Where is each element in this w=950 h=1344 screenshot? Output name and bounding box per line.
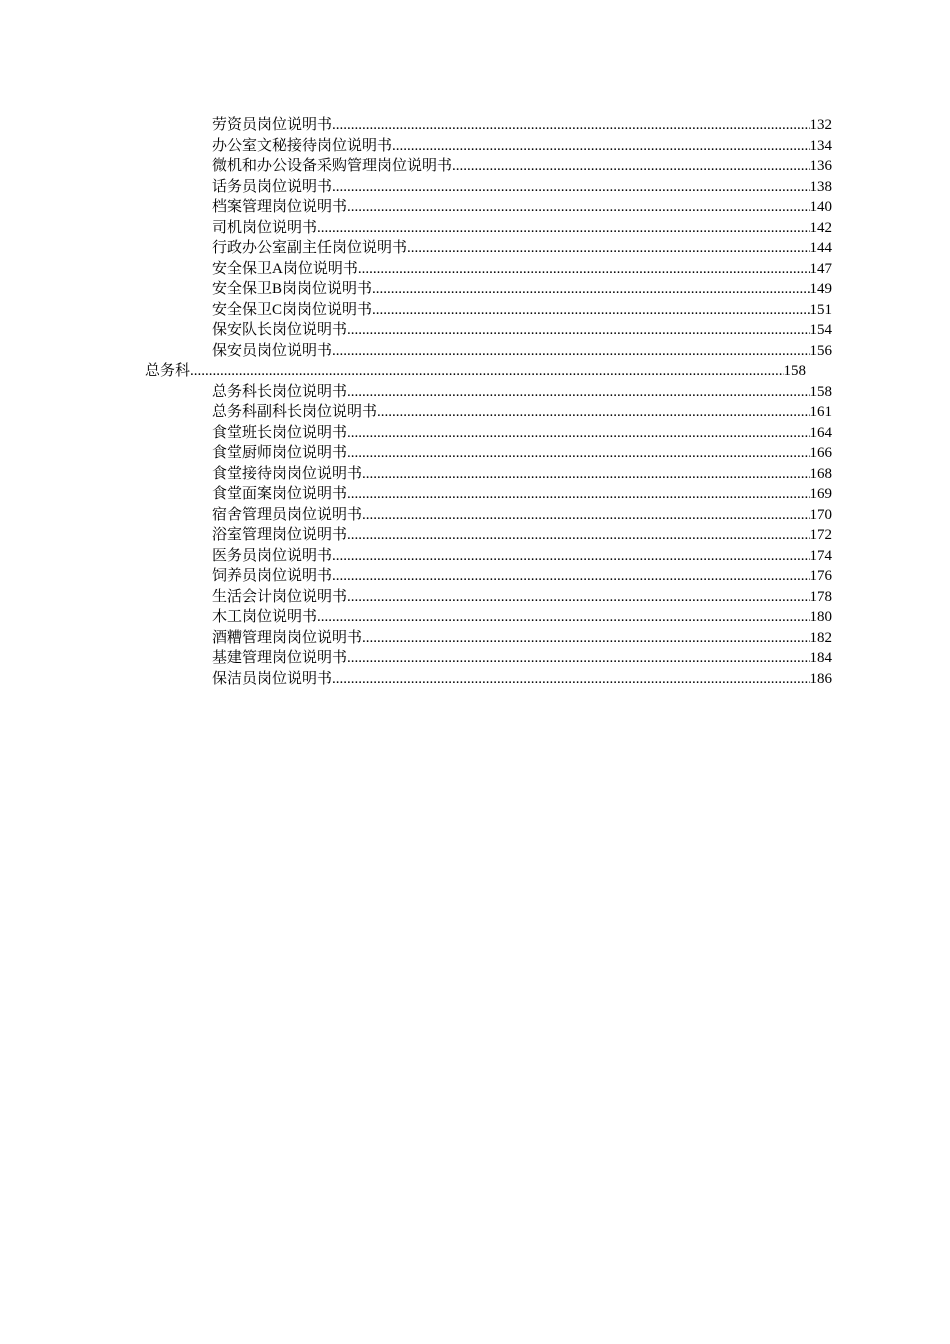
toc-entry-page-number: 151 bbox=[809, 301, 832, 318]
toc-entry-page-number: 140 bbox=[809, 199, 832, 215]
toc-entry-page-number: 158 bbox=[809, 383, 832, 400]
toc-entry-title: 食堂面案岗位说明书 bbox=[212, 486, 348, 502]
toc-entry-title: 办公室文秘接待岗位说明书 bbox=[212, 137, 393, 154]
toc-entry-page-number: 164 bbox=[809, 424, 832, 441]
toc-dot-leader bbox=[358, 259, 810, 280]
toc-entry[interactable] bbox=[212, 300, 832, 321]
toc-entry-page-number: 186 bbox=[809, 670, 832, 687]
toc-entry-page-number: 142 bbox=[809, 219, 832, 236]
toc-entry[interactable] bbox=[212, 587, 832, 608]
toc-entry-title: 司机岗位说明书 bbox=[212, 219, 318, 236]
toc-entry-title: 总务科 bbox=[145, 363, 191, 379]
toc-dot-leader bbox=[332, 669, 809, 690]
toc-entry-title: 行政办公室副主任岗位说明书 bbox=[212, 240, 408, 256]
toc-dot-leader bbox=[317, 607, 809, 628]
toc-entry[interactable] bbox=[212, 402, 832, 423]
toc-dot-leader bbox=[347, 443, 809, 464]
toc-entry-title: 宿舍管理员岗位说明书 bbox=[212, 506, 363, 523]
toc-entry-page-number: 169 bbox=[809, 486, 832, 502]
toc-entry-page-number: 149 bbox=[809, 281, 832, 297]
toc-dot-leader bbox=[347, 525, 809, 546]
toc-dot-leader bbox=[317, 218, 809, 239]
toc-entry-title: 档案管理岗位说明书 bbox=[212, 199, 348, 215]
toc-dot-leader bbox=[362, 628, 809, 649]
toc-entry[interactable] bbox=[212, 443, 832, 464]
toc-entry-page-number: 144 bbox=[809, 240, 832, 256]
toc-entry-page-number: 158 bbox=[783, 363, 806, 379]
toc-entry[interactable] bbox=[212, 382, 832, 403]
toc-dot-leader bbox=[452, 156, 809, 177]
toc-dot-leader bbox=[332, 546, 809, 567]
toc-entry[interactable] bbox=[212, 320, 832, 341]
toc-dot-leader bbox=[392, 136, 809, 157]
toc-dot-leader bbox=[372, 300, 809, 321]
toc-dot-leader bbox=[372, 279, 809, 300]
toc-entry[interactable] bbox=[212, 136, 832, 157]
toc-dot-leader bbox=[362, 505, 809, 526]
toc-entry[interactable] bbox=[212, 484, 832, 505]
toc-entry-title: 劳资员岗位说明书 bbox=[212, 117, 333, 133]
toc-entry-title: 基建管理岗位说明书 bbox=[212, 650, 348, 666]
toc-entry[interactable] bbox=[212, 669, 832, 690]
toc-entry-title: 木工岗位说明书 bbox=[212, 609, 318, 625]
toc-entry-title: 安全保卫A岗位说明书 bbox=[212, 260, 358, 277]
toc-entry-page-number: 180 bbox=[809, 609, 832, 625]
toc-entry[interactable] bbox=[212, 423, 832, 444]
toc-entry-page-number: 154 bbox=[809, 322, 832, 338]
toc-entry-title: 微机和办公设备采购管理岗位说明书 bbox=[212, 158, 453, 174]
toc-dot-leader bbox=[332, 177, 809, 198]
toc-dot-leader bbox=[332, 566, 809, 587]
toc-entry[interactable] bbox=[212, 177, 832, 198]
toc-entry[interactable] bbox=[212, 341, 832, 362]
toc-entry-title: 保安队长岗位说明书 bbox=[212, 322, 348, 338]
toc-entry-page-number: 168 bbox=[809, 465, 832, 482]
toc-entry[interactable] bbox=[212, 259, 832, 280]
toc-dot-leader bbox=[332, 115, 809, 136]
toc-entry-title: 安全保卫C岗岗位说明书 bbox=[212, 301, 373, 318]
toc-entry-title: 食堂接待岗岗位说明书 bbox=[212, 465, 363, 482]
toc-entry-title: 保洁员岗位说明书 bbox=[212, 670, 333, 687]
toc-dot-leader bbox=[332, 341, 809, 362]
toc-dot-leader bbox=[377, 402, 809, 423]
toc-entry-page-number: 156 bbox=[809, 342, 832, 359]
toc-entry-page-number: 147 bbox=[809, 260, 832, 277]
toc-entry-title: 总务科长岗位说明书 bbox=[212, 383, 348, 400]
toc-entry-title: 浴室管理岗位说明书 bbox=[212, 527, 348, 543]
toc-entry-page-number: 174 bbox=[809, 547, 832, 564]
toc-entry-title: 酒糟管理岗岗位说明书 bbox=[212, 629, 363, 646]
toc-entry-title: 食堂班长岗位说明书 bbox=[212, 424, 348, 441]
toc-entry[interactable] bbox=[212, 566, 832, 587]
toc-dot-leader bbox=[407, 238, 809, 259]
toc-dot-leader bbox=[347, 197, 809, 218]
toc-dot-leader bbox=[347, 382, 809, 403]
toc-entry-title: 安全保卫B岗岗位说明书 bbox=[212, 281, 373, 297]
toc-entry-title: 食堂厨师岗位说明书 bbox=[212, 445, 348, 461]
toc-entry-page-number: 136 bbox=[809, 158, 832, 174]
toc-entry-title: 保安员岗位说明书 bbox=[212, 342, 333, 359]
toc-dot-leader bbox=[347, 320, 809, 341]
toc-entry[interactable] bbox=[212, 505, 832, 526]
toc-entry-title: 饲养员岗位说明书 bbox=[212, 568, 333, 584]
toc-entry[interactable] bbox=[212, 218, 832, 239]
toc-entry-page-number: 172 bbox=[809, 527, 832, 543]
toc-dot-leader bbox=[347, 587, 809, 608]
toc-entry-page-number: 176 bbox=[809, 568, 832, 584]
toc-entry[interactable] bbox=[212, 197, 832, 218]
toc-entry-title: 生活会计岗位说明书 bbox=[212, 588, 348, 605]
toc-entry[interactable] bbox=[212, 525, 832, 546]
toc-entry-page-number: 184 bbox=[809, 650, 832, 666]
toc-entry-page-number: 178 bbox=[809, 588, 832, 605]
toc-entry[interactable] bbox=[212, 628, 832, 649]
toc-entry-page-number: 134 bbox=[809, 137, 832, 154]
table-of-contents bbox=[0, 115, 950, 689]
toc-entry-page-number: 161 bbox=[809, 404, 832, 420]
toc-entry[interactable] bbox=[212, 279, 832, 300]
toc-entry[interactable] bbox=[212, 546, 832, 567]
toc-entry-title: 话务员岗位说明书 bbox=[212, 178, 333, 195]
toc-entry-page-number: 138 bbox=[809, 178, 832, 195]
toc-dot-leader bbox=[190, 361, 783, 382]
toc-entry-title: 总务科副科长岗位说明书 bbox=[212, 404, 378, 420]
toc-section-entry[interactable] bbox=[145, 361, 806, 382]
toc-entry-page-number: 170 bbox=[809, 506, 832, 523]
toc-dot-leader bbox=[347, 648, 809, 669]
toc-entry[interactable] bbox=[212, 156, 832, 177]
toc-entry-page-number: 166 bbox=[809, 445, 832, 461]
toc-dot-leader bbox=[347, 484, 809, 505]
toc-entry-page-number: 132 bbox=[809, 117, 832, 133]
toc-entry[interactable] bbox=[212, 238, 832, 259]
toc-dot-leader bbox=[362, 464, 809, 485]
toc-entry[interactable] bbox=[212, 115, 832, 136]
toc-entry-page-number: 182 bbox=[809, 629, 832, 646]
toc-entry[interactable] bbox=[212, 464, 832, 485]
toc-dot-leader bbox=[347, 423, 809, 444]
toc-entry[interactable] bbox=[212, 648, 832, 669]
toc-entry-title: 医务员岗位说明书 bbox=[212, 547, 333, 564]
toc-entry[interactable] bbox=[212, 607, 832, 628]
